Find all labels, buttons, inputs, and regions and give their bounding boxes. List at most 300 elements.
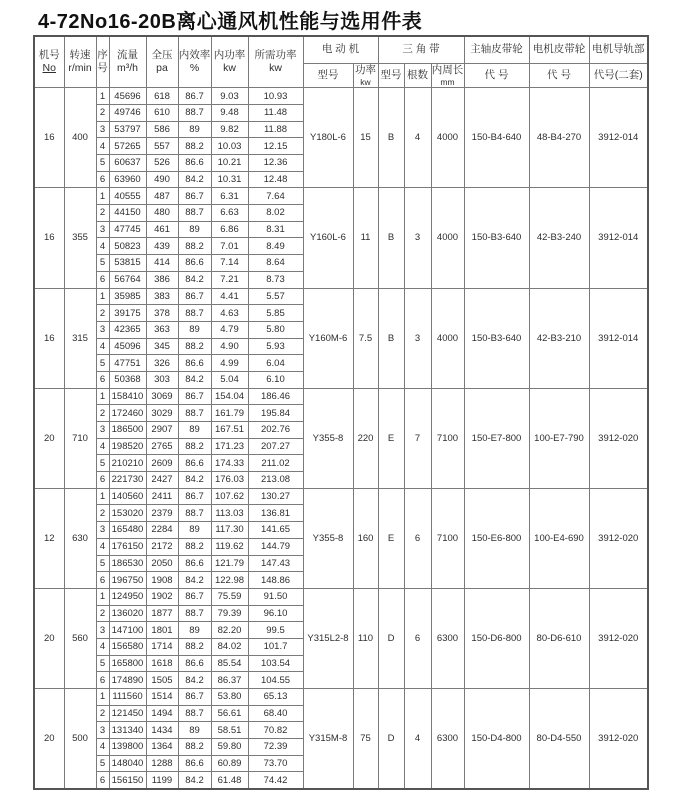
belt-count-cell: 3 xyxy=(404,288,431,388)
col-header-fan-no: 机号 No xyxy=(34,36,64,88)
motor-pulley-code-cell: 42-B3-240 xyxy=(529,188,589,288)
required-power-cell: 5.93 xyxy=(248,338,303,355)
shaft-pulley-code-cell: 150-B3-640 xyxy=(464,188,529,288)
efficiency-cell: 89 xyxy=(178,321,211,338)
internal-power-cell: 84.02 xyxy=(211,638,248,655)
pressure-cell: 2379 xyxy=(146,505,178,522)
shaft-pulley-code-cell: 150-D6-800 xyxy=(464,588,529,688)
seq-cell: 4 xyxy=(96,638,109,655)
required-power-cell: 186.46 xyxy=(248,388,303,405)
efficiency-cell: 88.2 xyxy=(178,739,211,756)
motor-model-cell: Y315L2-8 xyxy=(303,588,353,688)
subheader-motor-power: 功率 kw xyxy=(355,63,376,87)
required-power-cell: 68.40 xyxy=(248,705,303,722)
pressure-cell: 3069 xyxy=(146,388,178,405)
internal-power-cell: 10.21 xyxy=(211,155,248,172)
page-title: 4-72No16-20B离心通风机性能与选用件表 xyxy=(38,11,423,33)
flow-cell: 139800 xyxy=(109,739,146,756)
internal-power-cell: 58.51 xyxy=(211,722,248,739)
seq-cell: 1 xyxy=(96,88,109,105)
internal-power-cell: 85.54 xyxy=(211,655,248,672)
seq-cell: 5 xyxy=(96,355,109,372)
internal-power-cell: 5.04 xyxy=(211,371,248,388)
internal-power-cell: 122.98 xyxy=(211,572,248,589)
subheader-motor-model: 型号 xyxy=(303,63,353,88)
seq-cell: 3 xyxy=(96,722,109,739)
subheader-shaft-pulley-code: 代 号 xyxy=(464,63,529,88)
internal-power-cell: 4.90 xyxy=(211,338,248,355)
speed-cell: 710 xyxy=(64,388,96,488)
internal-power-cell: 4.99 xyxy=(211,355,248,372)
fan-no-cell: 20 xyxy=(34,689,64,789)
internal-power-cell: 161.79 xyxy=(211,405,248,422)
efficiency-cell: 86.6 xyxy=(178,155,211,172)
required-power-cell: 73.70 xyxy=(248,755,303,772)
belt-count-cell: 6 xyxy=(404,588,431,688)
pressure-cell: 487 xyxy=(146,188,178,205)
motor-power-cell: 11 xyxy=(353,188,378,288)
pressure-cell: 1908 xyxy=(146,572,178,589)
pressure-cell: 2411 xyxy=(146,488,178,505)
belt-model-cell: B xyxy=(378,288,404,388)
subheader-rail-code: 代号(二套) xyxy=(589,63,648,88)
efficiency-cell: 88.2 xyxy=(178,438,211,455)
rail-code-cell: 3912-020 xyxy=(589,388,648,488)
flow-cell: 165800 xyxy=(109,655,146,672)
belt-count-cell: 4 xyxy=(404,88,431,188)
internal-power-cell: 4.63 xyxy=(211,305,248,322)
pressure-cell: 610 xyxy=(146,104,178,121)
flow-cell: 50368 xyxy=(109,371,146,388)
internal-power-cell: 119.62 xyxy=(211,538,248,555)
required-power-cell: 72.39 xyxy=(248,739,303,756)
rail-code-cell: 3912-020 xyxy=(589,488,648,588)
pressure-cell: 439 xyxy=(146,238,178,255)
pressure-cell: 1364 xyxy=(146,739,178,756)
required-power-cell: 6.10 xyxy=(248,371,303,388)
internal-power-cell: 53.80 xyxy=(211,689,248,706)
required-power-cell: 202.76 xyxy=(248,422,303,439)
internal-power-cell: 60.89 xyxy=(211,755,248,772)
group-header-vbelt: 三 角 带 xyxy=(378,36,464,63)
required-power-cell: 103.54 xyxy=(248,655,303,672)
internal-power-cell: 107.62 xyxy=(211,488,248,505)
pressure-cell: 1288 xyxy=(146,755,178,772)
subheader-belt-count: 根数 xyxy=(404,63,431,88)
belt-count-cell: 6 xyxy=(404,488,431,588)
required-power-cell: 12.36 xyxy=(248,155,303,172)
seq-cell: 5 xyxy=(96,755,109,772)
pressure-cell: 1877 xyxy=(146,605,178,622)
fan-no-cell: 20 xyxy=(34,588,64,688)
flow-cell: 136020 xyxy=(109,605,146,622)
seq-cell: 1 xyxy=(96,288,109,305)
table-row xyxy=(34,689,648,706)
internal-power-cell: 10.31 xyxy=(211,171,248,188)
required-power-cell: 148.86 xyxy=(248,572,303,589)
required-power-cell: 96.10 xyxy=(248,605,303,622)
required-power-cell: 147.43 xyxy=(248,555,303,572)
required-power-cell: 65.13 xyxy=(248,689,303,706)
fan-spec-table xyxy=(33,35,649,790)
pressure-cell: 1199 xyxy=(146,772,178,789)
belt-model-cell: E xyxy=(378,388,404,488)
motor-power-cell: 7.5 xyxy=(353,288,378,388)
col-header-internal-power: 内功率 kw xyxy=(211,36,248,88)
belt-length-cell: 7100 xyxy=(431,388,464,488)
shaft-pulley-code-cell: 150-E6-800 xyxy=(464,488,529,588)
flow-cell: 172460 xyxy=(109,405,146,422)
seq-cell: 3 xyxy=(96,321,109,338)
required-power-cell: 104.55 xyxy=(248,672,303,689)
table-row xyxy=(34,188,648,205)
flow-cell: 210210 xyxy=(109,455,146,472)
table-header xyxy=(34,36,648,88)
efficiency-cell: 88.7 xyxy=(178,405,211,422)
pressure-cell: 557 xyxy=(146,138,178,155)
belt-length-cell: 7100 xyxy=(431,488,464,588)
internal-power-cell: 79.39 xyxy=(211,605,248,622)
pressure-cell: 383 xyxy=(146,288,178,305)
seq-cell: 1 xyxy=(96,488,109,505)
pressure-cell: 1505 xyxy=(146,672,178,689)
required-power-cell: 99.5 xyxy=(248,622,303,639)
flow-cell: 174890 xyxy=(109,672,146,689)
flow-cell: 44150 xyxy=(109,205,146,222)
pressure-cell: 378 xyxy=(146,305,178,322)
efficiency-cell: 86.7 xyxy=(178,588,211,605)
seq-cell: 3 xyxy=(96,221,109,238)
seq-cell: 2 xyxy=(96,205,109,222)
efficiency-cell: 89 xyxy=(178,722,211,739)
efficiency-cell: 86.6 xyxy=(178,555,211,572)
pressure-cell: 2172 xyxy=(146,538,178,555)
pressure-cell: 526 xyxy=(146,155,178,172)
seq-cell: 3 xyxy=(96,622,109,639)
subheader-belt-model: 型号 xyxy=(378,63,404,88)
pressure-cell: 363 xyxy=(146,321,178,338)
internal-power-cell: 75.59 xyxy=(211,588,248,605)
flow-cell: 140560 xyxy=(109,488,146,505)
efficiency-cell: 89 xyxy=(178,221,211,238)
motor-pulley-code-cell: 100-E7-790 xyxy=(529,388,589,488)
required-power-cell: 7.64 xyxy=(248,188,303,205)
required-power-cell: 101.7 xyxy=(248,638,303,655)
motor-pulley-code-cell: 80-D4-550 xyxy=(529,689,589,789)
efficiency-cell: 84.2 xyxy=(178,371,211,388)
col-header-pressure: 全压 pa xyxy=(146,36,178,88)
seq-cell: 6 xyxy=(96,271,109,288)
shaft-pulley-code-cell: 150-D4-800 xyxy=(464,689,529,789)
required-power-cell: 11.88 xyxy=(248,121,303,138)
pressure-cell: 1494 xyxy=(146,705,178,722)
internal-power-cell: 167.51 xyxy=(211,422,248,439)
efficiency-cell: 86.7 xyxy=(178,288,211,305)
required-power-cell: 11.48 xyxy=(248,104,303,121)
efficiency-cell: 84.2 xyxy=(178,572,211,589)
seq-cell: 4 xyxy=(96,438,109,455)
seq-cell: 2 xyxy=(96,705,109,722)
pressure-cell: 1714 xyxy=(146,638,178,655)
flow-cell: 60637 xyxy=(109,155,146,172)
seq-cell: 2 xyxy=(96,605,109,622)
pressure-cell: 326 xyxy=(146,355,178,372)
table-row xyxy=(34,388,648,405)
group-header-motor: 电 动 机 xyxy=(303,36,378,63)
rail-code-cell: 3912-014 xyxy=(589,188,648,288)
flow-cell: 186530 xyxy=(109,555,146,572)
motor-power-cell: 160 xyxy=(353,488,378,588)
efficiency-cell: 88.2 xyxy=(178,338,211,355)
col-header-speed: 转速 r/min xyxy=(64,36,96,88)
flow-cell: 49746 xyxy=(109,104,146,121)
flow-cell: 176150 xyxy=(109,538,146,555)
flow-cell: 131340 xyxy=(109,722,146,739)
seq-cell: 2 xyxy=(96,104,109,121)
internal-power-cell: 171.23 xyxy=(211,438,248,455)
pressure-cell: 1514 xyxy=(146,689,178,706)
flow-cell: 124950 xyxy=(109,588,146,605)
efficiency-cell: 86.7 xyxy=(178,488,211,505)
flow-cell: 221730 xyxy=(109,472,146,489)
efficiency-cell: 86.7 xyxy=(178,188,211,205)
flow-cell: 147100 xyxy=(109,622,146,639)
seq-cell: 6 xyxy=(96,171,109,188)
pressure-cell: 2907 xyxy=(146,422,178,439)
internal-power-cell: 9.03 xyxy=(211,88,248,105)
pressure-cell: 2765 xyxy=(146,438,178,455)
belt-model-cell: D xyxy=(378,588,404,688)
seq-cell: 5 xyxy=(96,155,109,172)
required-power-cell: 207.27 xyxy=(248,438,303,455)
belt-model-cell: E xyxy=(378,488,404,588)
fan-no-cell: 12 xyxy=(34,488,64,588)
internal-power-cell: 86.37 xyxy=(211,672,248,689)
pressure-cell: 586 xyxy=(146,121,178,138)
efficiency-cell: 89 xyxy=(178,622,211,639)
seq-cell: 5 xyxy=(96,655,109,672)
required-power-cell: 5.80 xyxy=(248,321,303,338)
pressure-cell: 1618 xyxy=(146,655,178,672)
internal-power-cell: 4.79 xyxy=(211,321,248,338)
efficiency-cell: 84.2 xyxy=(178,672,211,689)
seq-cell: 4 xyxy=(96,338,109,355)
flow-cell: 121450 xyxy=(109,705,146,722)
seq-cell: 5 xyxy=(96,255,109,272)
flow-cell: 156580 xyxy=(109,638,146,655)
rail-code-cell: 3912-020 xyxy=(589,689,648,789)
efficiency-cell: 86.6 xyxy=(178,755,211,772)
flow-cell: 39175 xyxy=(109,305,146,322)
pressure-cell: 1902 xyxy=(146,588,178,605)
belt-model-cell: B xyxy=(378,188,404,288)
table-row xyxy=(34,88,648,105)
internal-power-cell: 117.30 xyxy=(211,522,248,539)
subheader-belt-length: 内周长 mm xyxy=(431,63,464,87)
speed-cell: 315 xyxy=(64,288,96,388)
flow-cell: 53815 xyxy=(109,255,146,272)
efficiency-cell: 88.7 xyxy=(178,305,211,322)
efficiency-cell: 89 xyxy=(178,121,211,138)
shaft-pulley-code-cell: 150-B3-640 xyxy=(464,288,529,388)
pressure-cell: 618 xyxy=(146,88,178,105)
motor-model-cell: Y315M-8 xyxy=(303,689,353,789)
efficiency-cell: 88.7 xyxy=(178,505,211,522)
pressure-cell: 461 xyxy=(146,221,178,238)
flow-cell: 56764 xyxy=(109,271,146,288)
belt-model-cell: B xyxy=(378,88,404,188)
internal-power-cell: 82.20 xyxy=(211,622,248,639)
shaft-pulley-code-cell: 150-E7-800 xyxy=(464,388,529,488)
flow-cell: 186500 xyxy=(109,422,146,439)
required-power-cell: 8.02 xyxy=(248,205,303,222)
internal-power-cell: 154.04 xyxy=(211,388,248,405)
motor-pulley-code-cell: 42-B3-210 xyxy=(529,288,589,388)
required-power-cell: 5.85 xyxy=(248,305,303,322)
rail-code-cell: 3912-020 xyxy=(589,588,648,688)
pressure-cell: 2284 xyxy=(146,522,178,539)
seq-cell: 1 xyxy=(96,689,109,706)
pressure-cell: 303 xyxy=(146,371,178,388)
flow-cell: 57265 xyxy=(109,138,146,155)
internal-power-cell: 113.03 xyxy=(211,505,248,522)
required-power-cell: 91.50 xyxy=(248,588,303,605)
seq-cell: 2 xyxy=(96,305,109,322)
required-power-cell: 6.04 xyxy=(248,355,303,372)
pressure-cell: 1801 xyxy=(146,622,178,639)
speed-cell: 630 xyxy=(64,488,96,588)
belt-count-cell: 7 xyxy=(404,388,431,488)
internal-power-cell: 6.86 xyxy=(211,221,248,238)
efficiency-cell: 86.7 xyxy=(178,689,211,706)
efficiency-cell: 84.2 xyxy=(178,171,211,188)
flow-cell: 156150 xyxy=(109,772,146,789)
seq-cell: 2 xyxy=(96,505,109,522)
speed-cell: 400 xyxy=(64,88,96,188)
flow-cell: 148040 xyxy=(109,755,146,772)
motor-pulley-code-cell: 48-B4-270 xyxy=(529,88,589,188)
group-header-motor-pulley: 电机皮带轮 xyxy=(529,36,589,63)
flow-cell: 42365 xyxy=(109,321,146,338)
pressure-cell: 414 xyxy=(146,255,178,272)
internal-power-cell: 6.31 xyxy=(211,188,248,205)
flow-cell: 153020 xyxy=(109,505,146,522)
belt-model-cell: D xyxy=(378,689,404,789)
internal-power-cell: 61.48 xyxy=(211,772,248,789)
flow-cell: 198520 xyxy=(109,438,146,455)
required-power-cell: 8.49 xyxy=(248,238,303,255)
required-power-cell: 213.08 xyxy=(248,472,303,489)
flow-cell: 50823 xyxy=(109,238,146,255)
col-header-efficiency: 内效率 % xyxy=(178,36,211,88)
motor-model-cell: Y160M-6 xyxy=(303,288,353,388)
efficiency-cell: 84.2 xyxy=(178,271,211,288)
motor-model-cell: Y160L-6 xyxy=(303,188,353,288)
required-power-cell: 8.73 xyxy=(248,271,303,288)
flow-cell: 47751 xyxy=(109,355,146,372)
pressure-cell: 2050 xyxy=(146,555,178,572)
table-row xyxy=(34,288,648,305)
belt-count-cell: 4 xyxy=(404,689,431,789)
seq-cell: 4 xyxy=(96,138,109,155)
col-header-flow: 流量 m³/h xyxy=(109,36,146,88)
motor-model-cell: Y180L-6 xyxy=(303,88,353,188)
required-power-cell: 211.02 xyxy=(248,455,303,472)
required-power-cell: 8.31 xyxy=(248,221,303,238)
efficiency-cell: 88.2 xyxy=(178,138,211,155)
rail-code-cell: 3912-014 xyxy=(589,288,648,388)
efficiency-cell: 89 xyxy=(178,522,211,539)
flow-cell: 165480 xyxy=(109,522,146,539)
flow-cell: 53797 xyxy=(109,121,146,138)
required-power-cell: 12.48 xyxy=(248,171,303,188)
required-power-cell: 144.79 xyxy=(248,538,303,555)
speed-cell: 500 xyxy=(64,689,96,789)
flow-cell: 47745 xyxy=(109,221,146,238)
efficiency-cell: 84.2 xyxy=(178,772,211,789)
fan-no-cell: 16 xyxy=(34,88,64,188)
fan-no-cell: 16 xyxy=(34,288,64,388)
efficiency-cell: 89 xyxy=(178,422,211,439)
required-power-cell: 8.64 xyxy=(248,255,303,272)
required-power-cell: 70.82 xyxy=(248,722,303,739)
flow-cell: 196750 xyxy=(109,572,146,589)
belt-length-cell: 4000 xyxy=(431,188,464,288)
required-power-cell: 74.42 xyxy=(248,772,303,789)
seq-cell: 6 xyxy=(96,672,109,689)
table-body xyxy=(34,88,648,789)
pressure-cell: 3029 xyxy=(146,405,178,422)
internal-power-cell: 10.03 xyxy=(211,138,248,155)
belt-count-cell: 3 xyxy=(404,188,431,288)
efficiency-cell: 88.7 xyxy=(178,205,211,222)
flow-cell: 158410 xyxy=(109,388,146,405)
flow-cell: 63960 xyxy=(109,171,146,188)
motor-power-cell: 220 xyxy=(353,388,378,488)
speed-cell: 560 xyxy=(64,588,96,688)
internal-power-cell: 4.41 xyxy=(211,288,248,305)
seq-cell: 6 xyxy=(96,472,109,489)
efficiency-cell: 86.7 xyxy=(178,388,211,405)
internal-power-cell: 7.14 xyxy=(211,255,248,272)
seq-cell: 2 xyxy=(96,405,109,422)
belt-length-cell: 4000 xyxy=(431,88,464,188)
pressure-cell: 2609 xyxy=(146,455,178,472)
belt-length-cell: 6300 xyxy=(431,588,464,688)
pressure-cell: 2427 xyxy=(146,472,178,489)
flow-cell: 35985 xyxy=(109,288,146,305)
table-row xyxy=(34,488,648,505)
efficiency-cell: 86.6 xyxy=(178,255,211,272)
efficiency-cell: 86.6 xyxy=(178,355,211,372)
required-power-cell: 130.27 xyxy=(248,488,303,505)
internal-power-cell: 59.80 xyxy=(211,739,248,756)
flow-cell: 40555 xyxy=(109,188,146,205)
required-power-cell: 141.65 xyxy=(248,522,303,539)
internal-power-cell: 121.79 xyxy=(211,555,248,572)
fan-no-cell: 16 xyxy=(34,188,64,288)
flow-cell: 45696 xyxy=(109,88,146,105)
group-header-rail: 电机导轨部 xyxy=(589,36,648,63)
efficiency-cell: 84.2 xyxy=(178,472,211,489)
pressure-cell: 1434 xyxy=(146,722,178,739)
internal-power-cell: 174.33 xyxy=(211,455,248,472)
seq-cell: 3 xyxy=(96,121,109,138)
internal-power-cell: 7.21 xyxy=(211,271,248,288)
motor-pulley-code-cell: 100-E4-690 xyxy=(529,488,589,588)
seq-cell: 6 xyxy=(96,572,109,589)
efficiency-cell: 88.2 xyxy=(178,238,211,255)
